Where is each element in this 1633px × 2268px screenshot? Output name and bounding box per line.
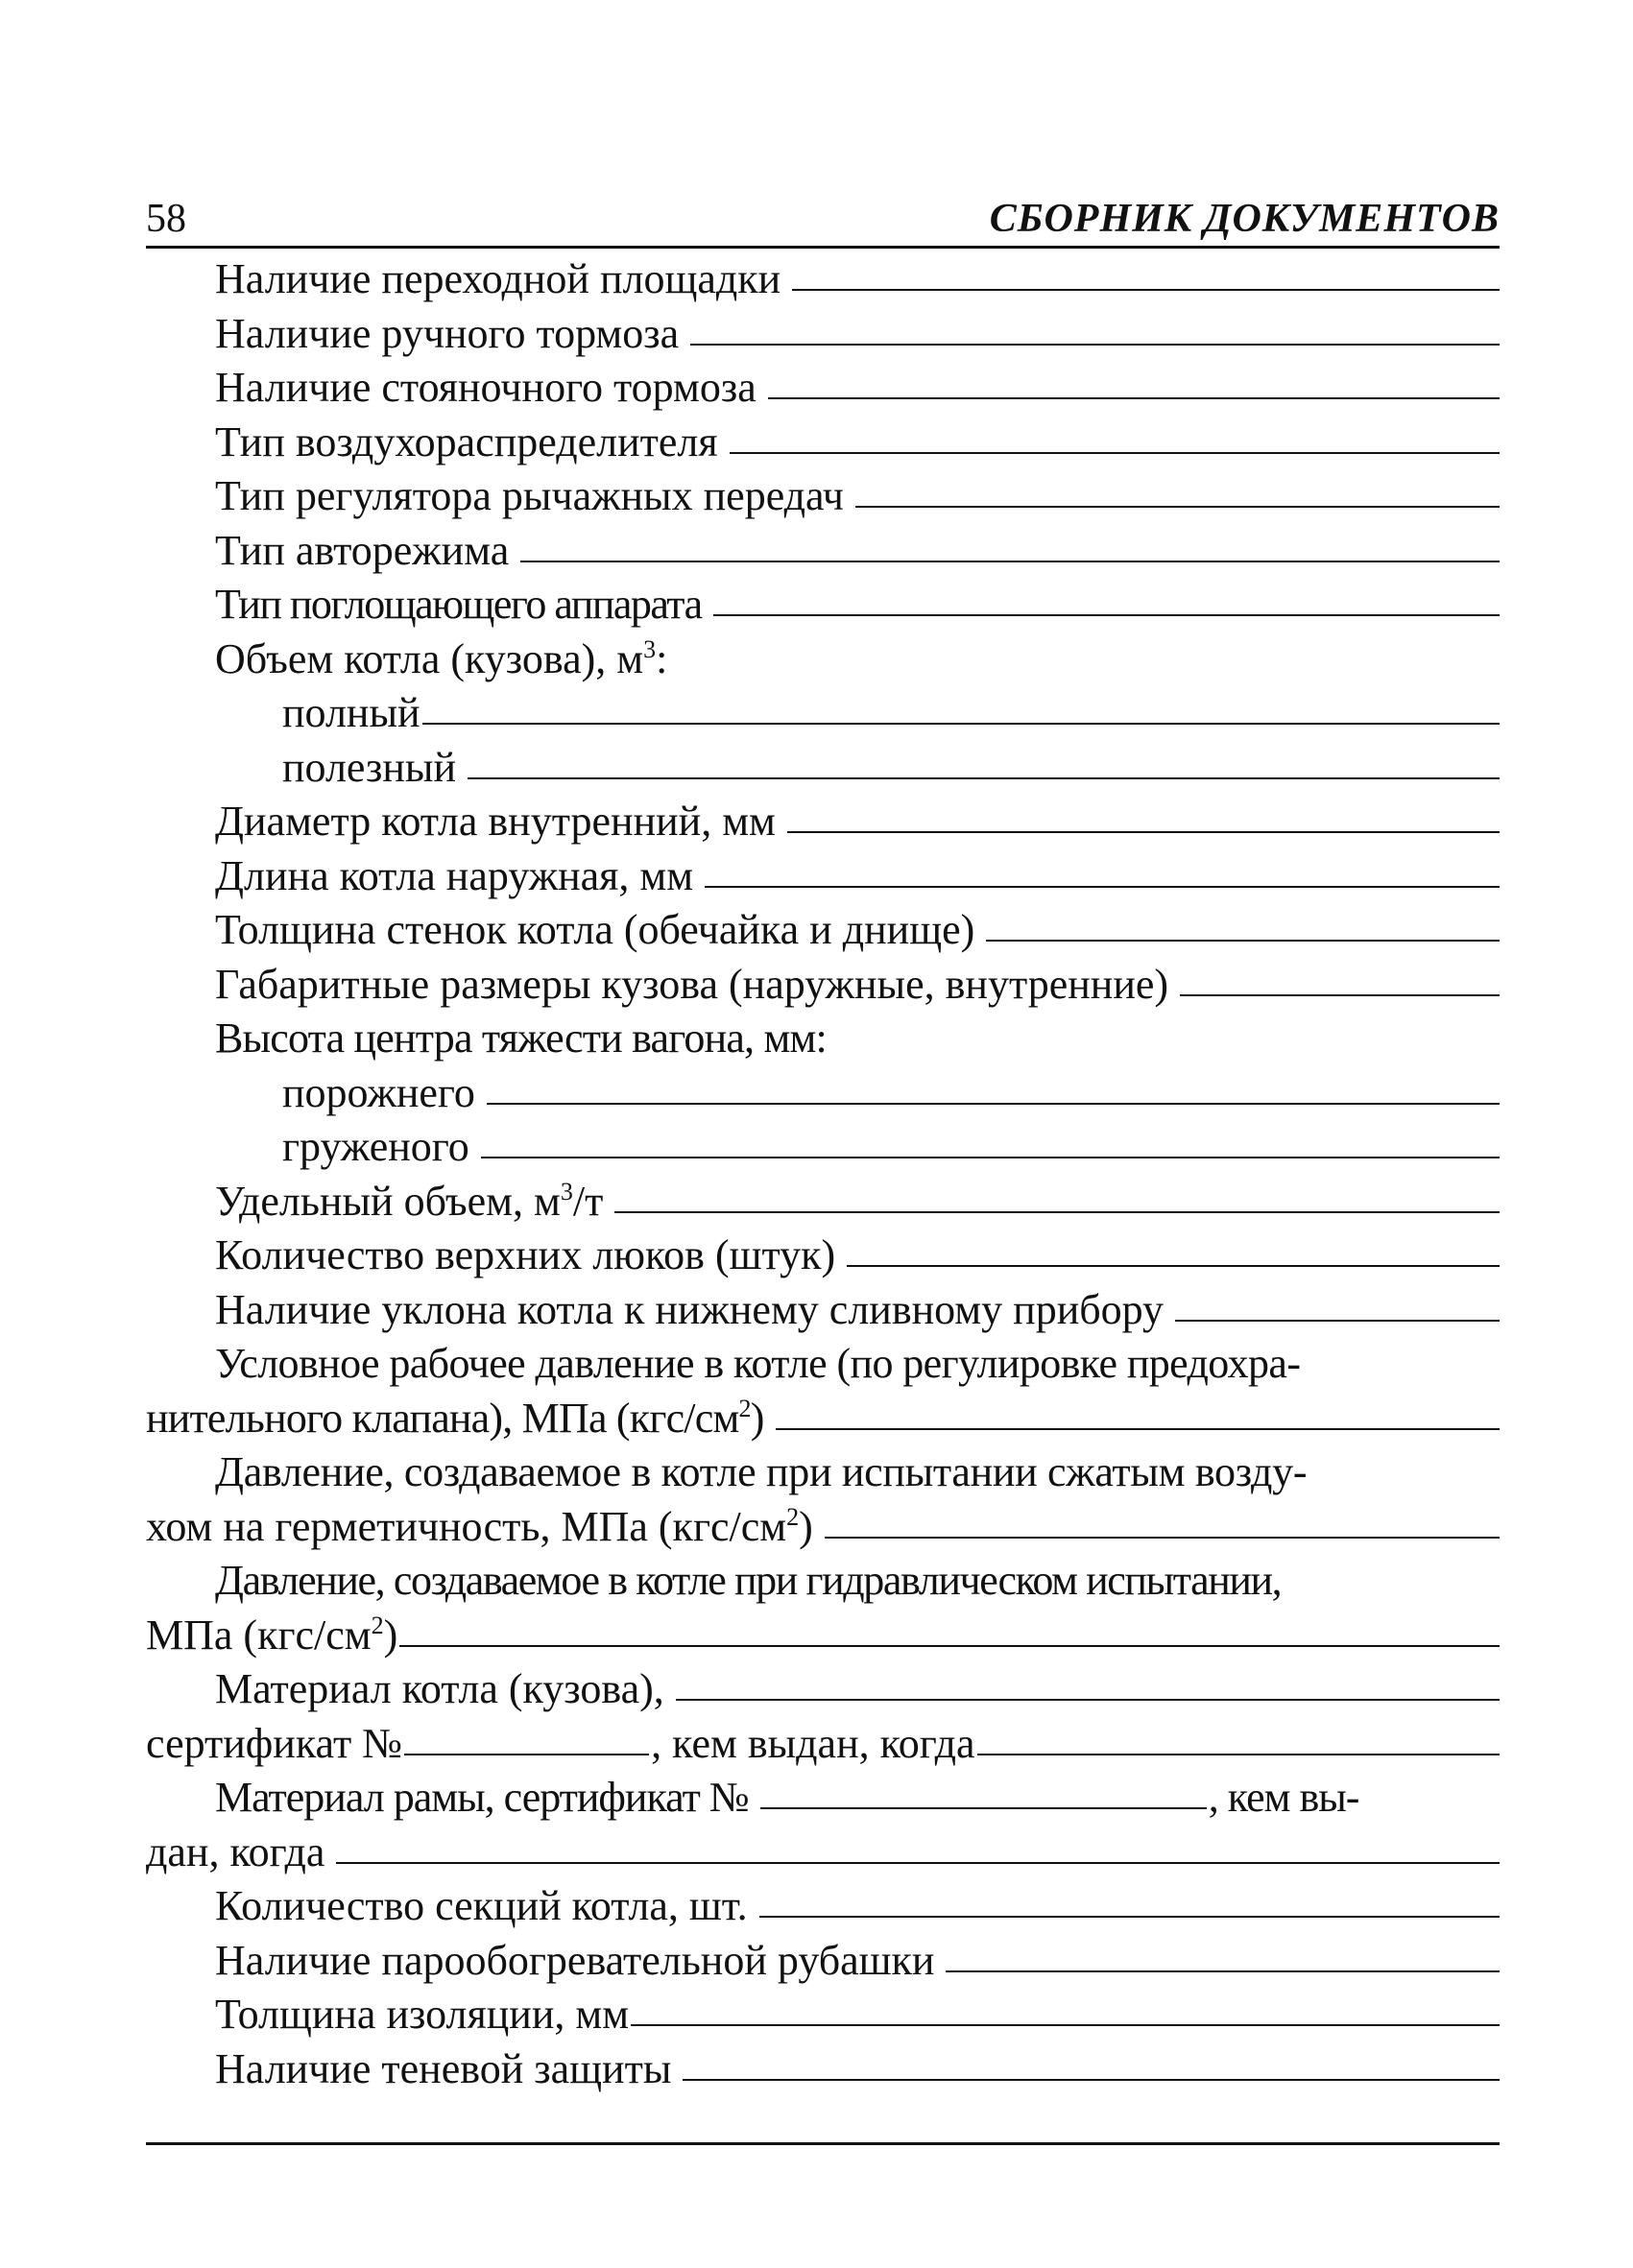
fill-blank xyxy=(631,2024,1500,2026)
field-label: Наличие уклона котла к нижнему сливному прибору xyxy=(215,1285,1165,1333)
field-label: Количество секций котла, шт. xyxy=(215,1882,748,1929)
form-line-hydro-test-1 xyxy=(146,1554,1500,1609)
superscript: 3 xyxy=(560,1177,573,1206)
fill-blank xyxy=(768,397,1500,399)
form-line-absorbing-device xyxy=(146,578,1500,633)
label-text: хом на герметичность, МПа (кгс/см xyxy=(146,1502,787,1550)
fill-blank xyxy=(481,1157,1500,1158)
fill-blank xyxy=(792,289,1500,291)
label-tail: : xyxy=(656,634,668,682)
label-tail: /т xyxy=(572,1177,604,1225)
running-title: СБОРНИК ДОКУМЕНТОВ xyxy=(989,197,1500,241)
superscript: 2 xyxy=(371,1611,384,1639)
field-label: Количество верхних люков (штук) xyxy=(215,1231,836,1278)
field-label xyxy=(146,1609,397,1663)
document-page xyxy=(146,192,1500,2096)
form-line-lever-regulator xyxy=(146,469,1500,524)
form-line-boiler-volume xyxy=(146,633,1500,687)
form-line-useful xyxy=(146,741,1500,796)
field-label: Тип авторежима xyxy=(215,526,510,574)
field-label xyxy=(215,1175,603,1229)
form-line-shade-protection xyxy=(146,2042,1500,2097)
form-line-empty xyxy=(146,1066,1500,1121)
page-number: 58 xyxy=(146,197,186,241)
field-label: Наличие парообогревательной рубашки xyxy=(215,1936,935,1984)
form-line-air-distributor xyxy=(146,416,1500,470)
form-line-sections-count xyxy=(146,1879,1500,1934)
fill-blank xyxy=(1175,1320,1500,1322)
field-label: Материал рамы, сертификат № xyxy=(215,1774,749,1821)
field-label: Длина котла наружная, мм xyxy=(215,851,694,899)
field-label: Толщина стенок котла (обечайка и днище) xyxy=(215,906,975,953)
field-label: Давление, создаваемое в котле при испытании сжатым возду- xyxy=(215,1448,1308,1495)
superscript: 2 xyxy=(786,1502,800,1531)
fill-blank xyxy=(683,2079,1500,2081)
fill-blank xyxy=(855,506,1500,508)
form-line-wall-thickness xyxy=(146,903,1500,958)
field-label: полный xyxy=(282,689,420,736)
form-line-top-hatches xyxy=(146,1229,1500,1283)
form-line-specific-volume xyxy=(146,1175,1500,1229)
fill-blank xyxy=(404,1754,649,1755)
fill-blank xyxy=(399,1645,1500,1647)
form-line-full xyxy=(146,686,1500,741)
field-label: сертификат № xyxy=(146,1719,403,1767)
fill-blank xyxy=(336,1862,1500,1864)
label-text: нительного клапана), МПа (кгс/см xyxy=(146,1394,739,1442)
field-label: Габаритные размеры кузова (наружные, внутренние) xyxy=(215,960,1169,1008)
fill-blank xyxy=(614,1211,1500,1213)
fill-blank xyxy=(776,1428,1500,1430)
field-label: Высота центра тяжести вагона, мм: xyxy=(215,1015,827,1062)
field-label: груженого xyxy=(282,1123,469,1170)
field-label: Наличие переходной площадки xyxy=(215,255,781,302)
fill-blank xyxy=(977,1754,1500,1755)
form-line-frame-material xyxy=(146,1771,1500,1826)
fill-blank xyxy=(422,723,1500,725)
fill-blank xyxy=(730,452,1500,454)
fill-blank xyxy=(690,344,1500,346)
label-tail: ) xyxy=(383,1611,398,1659)
form-line-frame-issued xyxy=(146,1826,1500,1880)
fill-blank xyxy=(847,1265,1500,1267)
field-label: Толщина изоляции, мм xyxy=(215,1991,630,2038)
fill-blank xyxy=(705,886,1500,888)
field-label: Диаметр котла внутренний, мм xyxy=(215,798,776,845)
field-label: Тип поглощающего аппарата xyxy=(215,581,702,628)
field-label: Наличие ручного тормоза xyxy=(215,309,680,357)
field-label: порожнего xyxy=(282,1068,475,1116)
label-text: Объем котла (кузова), м xyxy=(215,634,644,682)
form-line-outer-length xyxy=(146,849,1500,904)
field-label: Тип регулятора рычажных передач xyxy=(215,472,844,519)
form-line-working-pressure-2 xyxy=(146,1392,1500,1446)
label-text: МПа (кгс/см xyxy=(146,1611,372,1659)
label-tail: ) xyxy=(799,1502,813,1550)
field-label: Наличие стояночного тормоза xyxy=(215,364,756,411)
form-line-hydro-test-2 xyxy=(146,1609,1500,1663)
form-line-auto-mode xyxy=(146,524,1500,579)
form-line-air-test-1 xyxy=(146,1445,1500,1500)
footer-rule xyxy=(146,2142,1500,2145)
superscript: 2 xyxy=(738,1394,751,1422)
field-label: полезный xyxy=(282,743,457,791)
form-line-center-gravity xyxy=(146,1012,1500,1066)
field-label: дан, когда xyxy=(146,1827,325,1875)
field-label: Давление, создаваемое в котле при гидравлическом испытании, xyxy=(215,1557,1282,1604)
fill-blank xyxy=(520,561,1500,562)
field-label: Условное рабочее давление в котле (по регулировке предохра- xyxy=(215,1340,1301,1387)
label-text: Удельный объем, м xyxy=(215,1177,561,1225)
form-line-air-test-2 xyxy=(146,1500,1500,1555)
form-line-working-pressure-1 xyxy=(146,1337,1500,1392)
field-label: Наличие теневой защиты xyxy=(215,2044,672,2092)
label-tail: ) xyxy=(750,1394,764,1442)
form-line-loaded xyxy=(146,1120,1500,1175)
fill-blank xyxy=(986,940,1500,942)
form-line-certificate xyxy=(146,1717,1500,1772)
field-label: , кем выдан, когда xyxy=(651,1719,975,1767)
page-header xyxy=(146,192,1500,249)
field-label xyxy=(146,1500,813,1555)
fill-blank xyxy=(946,1970,1500,1972)
fill-blank xyxy=(759,1916,1500,1918)
field-label: , кем вы- xyxy=(1208,1774,1359,1821)
form-line-hand-brake xyxy=(146,307,1500,362)
field-label xyxy=(215,633,667,687)
fill-blank xyxy=(713,614,1500,616)
form-line-boiler-slope xyxy=(146,1283,1500,1338)
fill-blank xyxy=(760,1807,1207,1809)
form-line-steam-jacket xyxy=(146,1934,1500,1989)
fill-blank xyxy=(487,1103,1500,1105)
form-line-transition-platform xyxy=(146,252,1500,307)
superscript: 3 xyxy=(643,634,657,663)
fill-blank xyxy=(468,777,1500,779)
fill-blank xyxy=(676,1699,1500,1701)
fill-blank xyxy=(825,1537,1500,1539)
field-label xyxy=(146,1392,764,1446)
form-line-insulation-thickness xyxy=(146,1988,1500,2042)
form-body xyxy=(146,252,1500,2096)
form-line-parking-brake xyxy=(146,361,1500,416)
form-line-boiler-material xyxy=(146,1662,1500,1717)
form-line-inner-diameter xyxy=(146,795,1500,849)
fill-blank xyxy=(1180,994,1500,996)
form-line-body-dimensions xyxy=(146,958,1500,1013)
field-label: Тип воздухораспределителя xyxy=(215,418,718,466)
field-label: Материал котла (кузова), xyxy=(215,1665,664,1712)
fill-blank xyxy=(787,831,1500,833)
